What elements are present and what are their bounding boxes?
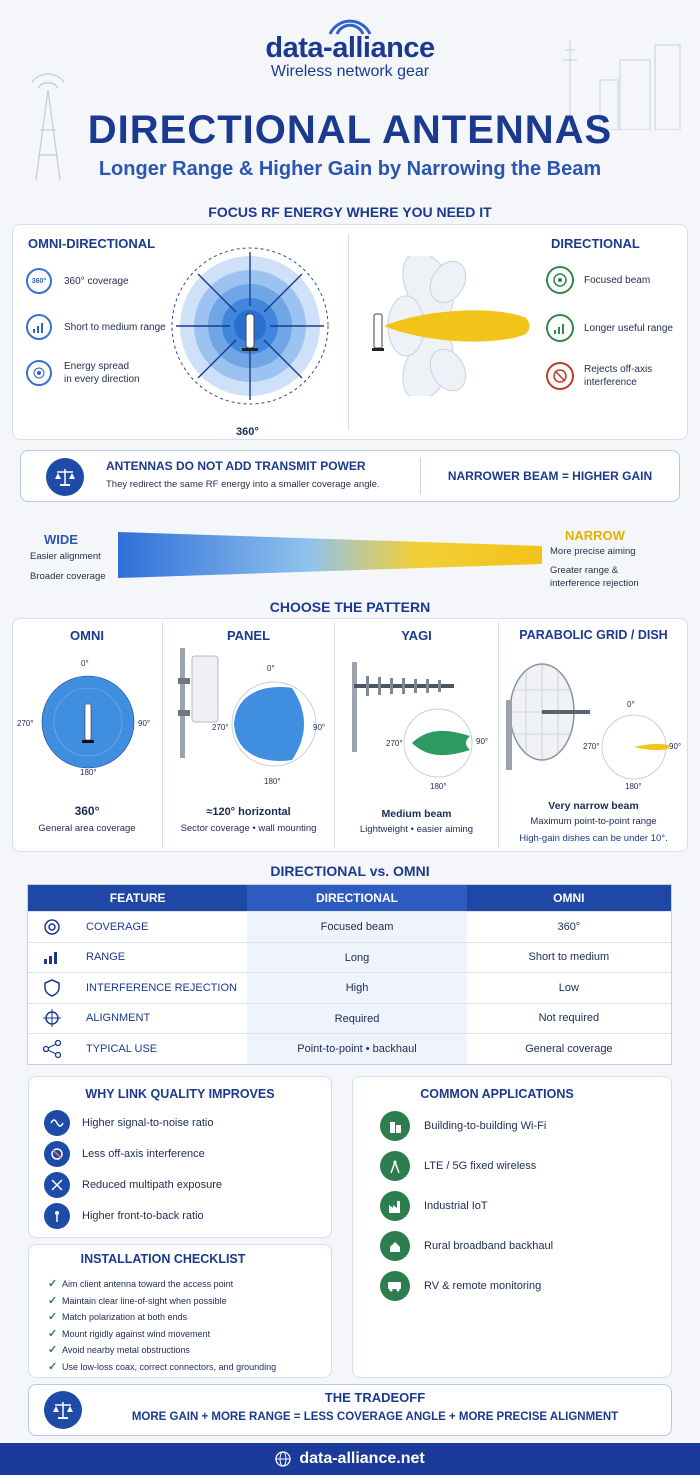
pattern-sub: Sector coverage • wall mounting — [180, 823, 317, 834]
narrow-line: Greater range & interference rejection — [550, 565, 639, 589]
omni-feature-list — [26, 268, 176, 386]
check-icon: ✓ — [48, 1294, 58, 1307]
applications-list — [380, 1110, 553, 1302]
signal-bars-icon — [546, 314, 574, 342]
pattern-main: Very narrow beam — [548, 800, 639, 812]
signal-bars-icon — [26, 314, 52, 340]
omni-cell: Not required — [538, 1012, 600, 1025]
rv-icon — [380, 1271, 410, 1301]
check-icon: ✓ — [48, 1311, 58, 1323]
pattern-sub: Maximum point-to-point range — [530, 816, 657, 827]
directional-heading: DIRECTIONAL — [551, 236, 640, 251]
panel-antenna-image — [174, 648, 222, 758]
polar-label-left: 270° — [17, 719, 34, 728]
applications-heading: COMMON APPLICATIONS — [420, 1087, 574, 1101]
polar-label-left: 270° — [583, 742, 600, 751]
list-item: LTE / 5G fixed wireless — [380, 1150, 553, 1182]
table-row — [28, 1003, 671, 1034]
antenna-icon — [44, 1203, 70, 1229]
wide-line: Broader coverage — [30, 571, 106, 582]
omni-heading: OMNI-DIRECTIONAL — [28, 236, 156, 251]
table-header: FEATURE DIRECTIONAL OMNI — [28, 885, 671, 911]
page-subtitle: Longer Range & Higher Gain by Narrowing the Beam — [98, 158, 602, 180]
feature-cell: RANGE — [86, 951, 126, 964]
crosshair-icon — [40, 1009, 64, 1027]
multipath-icon — [44, 1172, 70, 1198]
tradeoff-body: MORE GAIN + MORE RANGE = LESS COVERAGE ANGLE + MORE PRECISE ALIGNMENT — [131, 1411, 619, 1423]
pattern-name: OMNI — [70, 628, 104, 643]
table-row — [28, 911, 671, 942]
omni-cell: General coverage — [525, 1042, 613, 1055]
brand-tagline: Wireless network gear — [270, 63, 430, 80]
pattern-main: 360° — [74, 804, 100, 818]
table-row — [28, 1033, 671, 1064]
target-icon — [546, 266, 574, 294]
checklist-item: ✓ Aim client antenna toward the access point — [48, 1276, 276, 1293]
feature-cell: COVERAGE — [86, 920, 149, 933]
omni-feature: 360° 360° coverage — [26, 268, 176, 294]
factory-icon — [380, 1191, 410, 1221]
footer-link[interactable]: data-alliance.net — [299, 1450, 425, 1467]
list-item: Industrial IoT — [380, 1190, 553, 1222]
parabolic-dish-image — [504, 660, 596, 770]
omni-cell: 360° — [557, 920, 581, 933]
narrow-line: More precise aiming — [550, 546, 636, 557]
directional-cell: Focused beam — [247, 912, 466, 942]
link-quality-list — [44, 1108, 222, 1231]
pattern-sub-2: High-gain dishes can be under 10°. — [519, 833, 668, 844]
polar-label-bottom: 180° — [625, 782, 642, 791]
checklist-heading: INSTALLATION CHECKLIST — [80, 1252, 246, 1266]
polar-label-right: 90° — [476, 737, 489, 746]
polar-label-bottom: 180° — [264, 777, 281, 786]
directional-feature-list — [546, 266, 686, 390]
brand-name: data-alliance — [265, 32, 435, 64]
checklist-list — [48, 1276, 276, 1375]
polar-label-left: 270° — [212, 723, 229, 732]
directional-cell: Long — [247, 943, 466, 973]
feature-cell: TYPICAL USE — [86, 1042, 158, 1055]
polar-label-top: 0° — [81, 659, 89, 668]
polar-label-bottom: 180° — [80, 768, 97, 777]
list-item: RV & remote monitoring — [380, 1270, 553, 1302]
pattern-name: PANEL — [226, 628, 271, 643]
page-title: DIRECTIONAL ANTENNAS — [87, 108, 613, 152]
polar-label-right: 90° — [313, 723, 326, 732]
snr-icon — [44, 1110, 70, 1136]
pattern-heading: CHOOSE THE PATTERN — [269, 599, 431, 615]
table-row — [28, 942, 671, 973]
pattern-main: Medium beam — [381, 808, 452, 820]
power-note-divider — [420, 458, 421, 494]
wide-label: WIDE — [44, 532, 78, 547]
checklist-item: ✓ Use low-loss coax, correct connectors, and grounding — [48, 1359, 276, 1376]
pattern-sub: Lightweight • easier aiming — [359, 824, 474, 835]
scale-icon — [44, 1391, 82, 1429]
panel-polar-pattern — [226, 674, 322, 774]
check-icon: ✓ — [48, 1278, 58, 1290]
pattern-name: YAGI — [401, 628, 432, 643]
omni-360-label: 360° — [236, 426, 259, 438]
farm-icon — [380, 1231, 410, 1261]
globe-icon — [275, 1451, 291, 1467]
focus-heading: FOCUS RF ENERGY WHERE YOU NEED IT — [208, 204, 492, 220]
omni-feature: Energy spread in every direction — [26, 360, 176, 386]
check-icon: ✓ — [48, 1344, 58, 1356]
omni-cell: Short to medium — [528, 951, 610, 964]
list-item: Less off-axis interference — [44, 1139, 222, 1169]
polar-label-right: 90° — [138, 719, 151, 728]
brand-logo — [0, 14, 700, 81]
no-interference-icon — [44, 1141, 70, 1167]
shield-icon — [40, 979, 64, 997]
coverage-360-icon: 360° — [26, 268, 52, 294]
card-divider — [348, 234, 349, 430]
list-item: Higher signal-to-noise ratio — [44, 1108, 222, 1138]
feature-cell: INTERFERENCE REJECTION — [86, 981, 237, 994]
polar-label-bottom: 180° — [430, 782, 447, 791]
range-bars-icon — [40, 949, 64, 965]
omni-polar-pattern — [40, 666, 136, 778]
directional-cell: High — [247, 973, 466, 1003]
radio-waves-icon — [26, 360, 52, 386]
footer-bar — [0, 1443, 700, 1475]
polar-label-left: 270° — [386, 739, 403, 748]
pattern-sub: General area coverage — [38, 823, 136, 834]
list-item: Reduced multipath exposure — [44, 1170, 222, 1200]
polar-label-right: 90° — [669, 742, 682, 751]
narrow-label: NARROW — [565, 528, 625, 543]
list-item: Rural broadband backhaul — [380, 1230, 553, 1262]
pattern-name: PARABOLIC GRID / DISH — [519, 628, 668, 642]
pattern-divider — [498, 622, 499, 848]
directional-cell: Required — [247, 1004, 466, 1034]
network-icon — [40, 1040, 64, 1058]
target-icon — [40, 918, 64, 936]
check-icon: ✓ — [48, 1327, 58, 1340]
directional-radiation-diagram — [368, 256, 536, 396]
buildings-icon — [380, 1111, 410, 1141]
check-icon: ✓ — [48, 1360, 58, 1373]
directional-cell: Point-to-point • backhaul — [247, 1034, 466, 1064]
directional-feature: Longer useful range — [546, 314, 686, 342]
power-note-body: They redirect the same RF energy into a smaller coverage angle. — [106, 479, 380, 490]
no-interference-icon — [546, 362, 574, 390]
wide-line: Easier alignment — [30, 551, 101, 562]
beam-width-gradient — [118, 532, 542, 578]
omni-cell: Low — [558, 981, 579, 994]
dish-polar-pattern — [598, 712, 670, 782]
list-item: Building-to-building Wi-Fi — [380, 1110, 553, 1142]
yagi-polar-pattern — [400, 706, 476, 780]
cell-tower-icon — [380, 1151, 410, 1181]
link-quality-heading: WHY LINK QUALITY IMPROVES — [85, 1087, 275, 1101]
polar-label-top: 0° — [267, 664, 275, 673]
checklist-item: ✓ Avoid nearby metal obstructions — [48, 1342, 276, 1359]
table-row — [28, 972, 671, 1003]
checklist-item: ✓ Mount rigidly against wind movement — [48, 1326, 276, 1343]
directional-feature: Rejects off-axis interference — [546, 362, 686, 390]
scale-icon — [46, 458, 84, 496]
list-item: Higher front-to-back ratio — [44, 1201, 222, 1231]
checklist-item: ✓ Maintain clear line-of-sight when possible — [48, 1293, 276, 1310]
directional-feature: Focused beam — [546, 266, 686, 294]
feature-cell: ALIGNMENT — [86, 1012, 151, 1025]
pattern-main: ≈120° horizontal — [206, 806, 291, 818]
comparison-table — [27, 884, 672, 1065]
checklist-item: ✓ Match polarization at both ends — [48, 1309, 276, 1326]
compare-heading: DIRECTIONAL vs. OMNI — [270, 863, 430, 879]
power-note-right: NARROWER BEAM = HIGHER GAIN — [447, 469, 653, 483]
polar-label-top: 0° — [627, 700, 635, 709]
omni-radiation-diagram — [168, 244, 332, 422]
omni-feature: Short to medium range — [26, 314, 176, 340]
tradeoff-heading: THE TRADEOFF — [324, 1390, 426, 1405]
power-note-heading: ANTENNAS DO NOT ADD TRANSMIT POWER — [106, 459, 366, 473]
